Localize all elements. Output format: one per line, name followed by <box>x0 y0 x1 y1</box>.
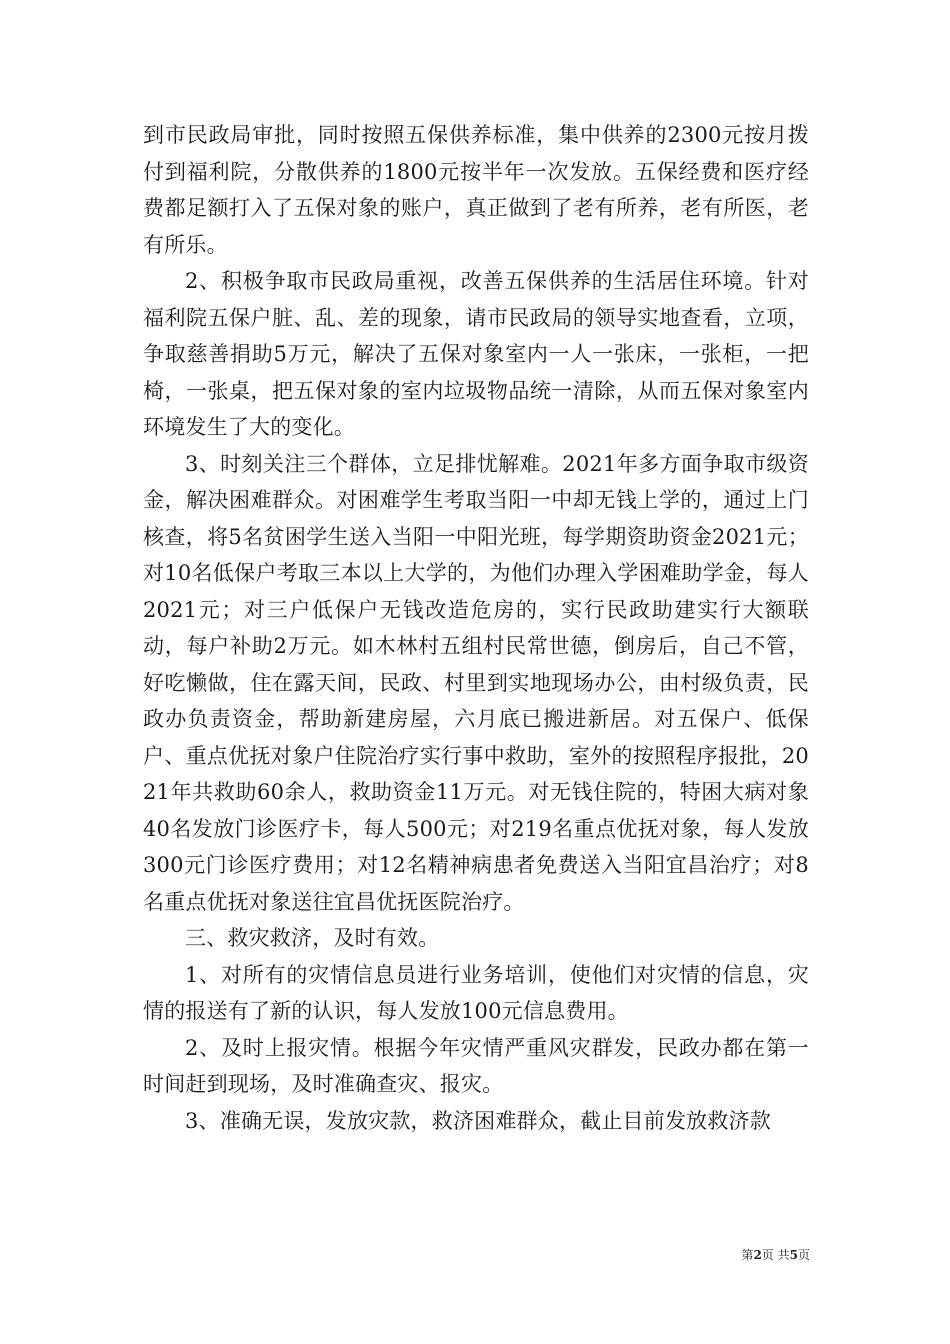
paragraph-2: 2、积极争取市民政局重视，改善五保供养的生活居住环境。针对福利院五保户脏、乱、差的现象，请市民政局的领导实地查看，立项，争取慈善捐助5万元，解决了五保对象室内一人一张床，一张柜，一把椅，一张桌，把五保对象的室内垃圾物品统一清除，从而五保对象室内环境发生了大的变化。 <box>143 269 809 439</box>
footer-suffix: 页 <box>797 1248 810 1262</box>
paragraph-1: 到市民政局审批，同时按照五保供养标准，集中供养的2300元按月拨付到福利院，分散供养的1800元按半年一次发放。五保经费和医疗经费都足额打入了五保对象的账户，真正做到了老有所养，老有所医，老有所乐。 <box>143 123 809 257</box>
paragraph-7: 3、准确无误，发放灾款，救济困难群众，截止目前发放救济款 <box>185 1108 771 1133</box>
footer-prefix: 第 <box>741 1248 754 1262</box>
document-body <box>143 117 809 1139</box>
paragraph-3: 3、时刻关注三个群体，立足排忧解难。2021年多方面争取市级资金，解决困难群众。对困难学生考取当阳一中却无钱上学的，通过上门核查，将5名贫困学生送入当阳一中阳光班，每学期资助资金2021元；对10名低保户考取三本以上大学的，为他们办理入学困难助学金，每人2021元；对三户低保户无钱改造危房的，实行民政助建实行大额联动，每户补助2万元。如木林村五组村民常世德，倒房后，自己不管，好吃懒做，住在露天间，民政、村里到实地现场办公，由村级负责，民政办负责资金，帮助新建房屋，六月底已搬进新居。对五保户、低保户、重点优抚对象户住院治疗实行事中救助，室外的按照程序报批，2021年共救助60余人，救助资金11万元。对无钱住院的，特困大病对象40名发放门诊医疗卡，每人500元；对219名重点优抚对象，每人发放300元门诊医疗费用；对12名精神病患者免费送入当阳宜昌治疗；对8名重点优抚对象送往宜昌优抚医院治疗。 <box>143 451 809 914</box>
section-heading-disaster-relief: 三、救灾救济，及时有效。 <box>185 926 440 950</box>
paragraph-6: 2、及时上报灾情。根据今年灾情严重风灾群发，民政办都在第一时间赶到现场，及时准确查灾、报灾。 <box>143 1035 809 1096</box>
footer-current-page: 2 <box>753 1248 762 1262</box>
page-footer <box>700 1246 810 1263</box>
footer-total-pages: 5 <box>789 1248 798 1262</box>
paragraph-5: 1、对所有的灾情信息员进行业务培训，使他们对灾情的信息，灾情的报送有了新的认识，每人发放100元信息费用。 <box>143 962 809 1023</box>
footer-middle: 页 共 <box>761 1248 790 1262</box>
